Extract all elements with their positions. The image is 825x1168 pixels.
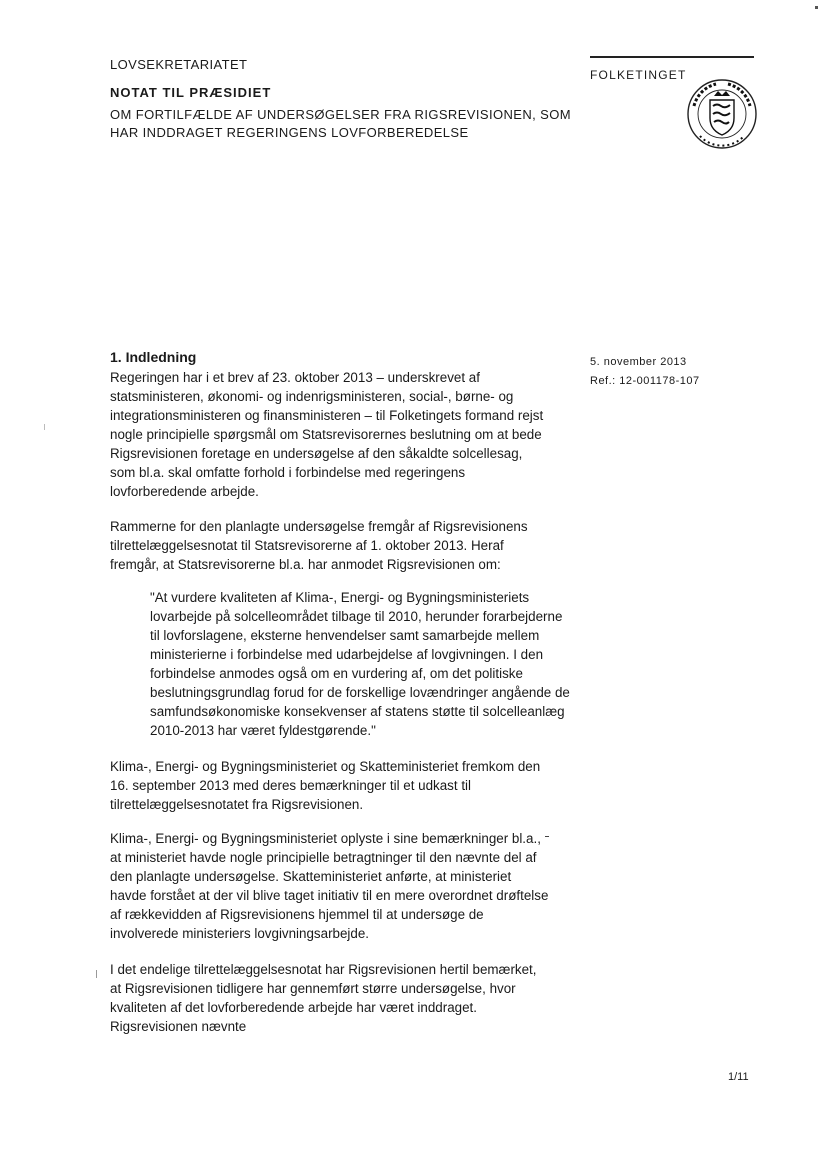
note-title: NOTAT TIL PRÆSIDIET bbox=[110, 85, 272, 100]
quote-block bbox=[150, 588, 570, 740]
paragraph-text: Klima-, Energi- og Bygningsministeriet oplyste i sine bemærkninger bl.a., at ministeriet havde nogle principielle betragtninger til den nævnte del af den planlagte undersøgelse. Skatteministeriet anførte, at ministeriet havde forstået at der vil blive taget initiativ til en mere overordnet drøftelse af rækkevidden af Rigsrevisionens hjemmel til at undersøge de involverede ministeriers lovgivningsarbejde. bbox=[110, 831, 549, 941]
paragraph-2 bbox=[110, 517, 550, 574]
document-date: 5. november 2013 bbox=[590, 356, 687, 368]
paragraph-text: Regeringen har i et brev af 23. oktober 2013 – underskrevet af statsministeren, økonomi- og indenrigsministeren, social-, børne- og integrationsministeren og finansministeren – til Folketingets formand rejst nogle principielle spørgsmål om Statsrevisorernes beslutning om at bede Rigsrevisionen foretage en undersøgelse af den såkaldte solcellesag, som bl.a. skal omfatte forhold i forbindelse med regeringens lovforberedende arbejde. bbox=[110, 370, 544, 499]
scan-mark bbox=[815, 6, 818, 9]
quote-text: "At vurdere kvaliteten af Klima-, Energi- og Bygningsministeriets lovarbejde på solcelleområdet tilbage til 2010, herunder forarbejderne til lovforslagene, eksterne henvendelser samt samarbejde mellem ministerierne i forbindelse med udarbejdelse af lovgivningen. I den forbindelse anmodes også om en vurdering af, om det politiske beslutningsgrundlag forud for de forskellige lovændringer angående de samfundsøkonomiske konsekvenser af statens støtte til solcelleanlæg 2010-2013 har været fyldestgørende." bbox=[150, 590, 570, 738]
department-name: LOVSEKRETARIATET bbox=[110, 57, 248, 72]
paragraph-text: I det endelige tilrettelæggelsesnotat har Rigsrevisionen hertil bemærket, at Rigsrevisionen tidligere har gennemført større undersøgelse, hvor kvaliteten af det lovforberedende arbejde har været inddraget. Rigsrevisionen nævnte bbox=[110, 962, 537, 1034]
page-number: 1/11 bbox=[728, 1071, 749, 1083]
paragraph-text: Rammerne for den planlagte undersøgelse fremgår af Rigsrevisionens tilrettelæggelsesnotat til Statsrevisorerne af 1. oktober 2013. Heraf fremgår, at Statsrevisorerne bl.a. har anmodet Rigsrevisionen om: bbox=[110, 519, 528, 572]
header-rule bbox=[590, 56, 754, 58]
document-reference: Ref.: 12-001178-107 bbox=[590, 375, 700, 387]
subject-line-2: HAR INDDRAGET REGERINGENS LOVFORBEREDELSE bbox=[110, 125, 469, 140]
paragraph-5 bbox=[110, 960, 550, 1036]
section-heading: 1. Indledning bbox=[110, 349, 197, 365]
scan-mark bbox=[545, 836, 549, 837]
scan-mark bbox=[96, 970, 97, 978]
subject-line-1: OM FORTILFÆLDE AF UNDERSØGELSER FRA RIGSREVISIONEN, SOM bbox=[110, 107, 571, 122]
scan-mark bbox=[44, 424, 45, 430]
paragraph-1 bbox=[110, 368, 550, 501]
paragraph-3 bbox=[110, 757, 550, 814]
parliament-seal-icon bbox=[686, 78, 758, 150]
paragraph-text: Klima-, Energi- og Bygningsministeriet og Skatteministeriet fremkom den 16. september 2013 med deres bemærkninger til et udkast til tilrettelæggelsesnotatet fra Rigsrevisionen. bbox=[110, 759, 541, 812]
organisation-name: FOLKETINGET bbox=[590, 68, 687, 82]
paragraph-4 bbox=[110, 829, 550, 943]
